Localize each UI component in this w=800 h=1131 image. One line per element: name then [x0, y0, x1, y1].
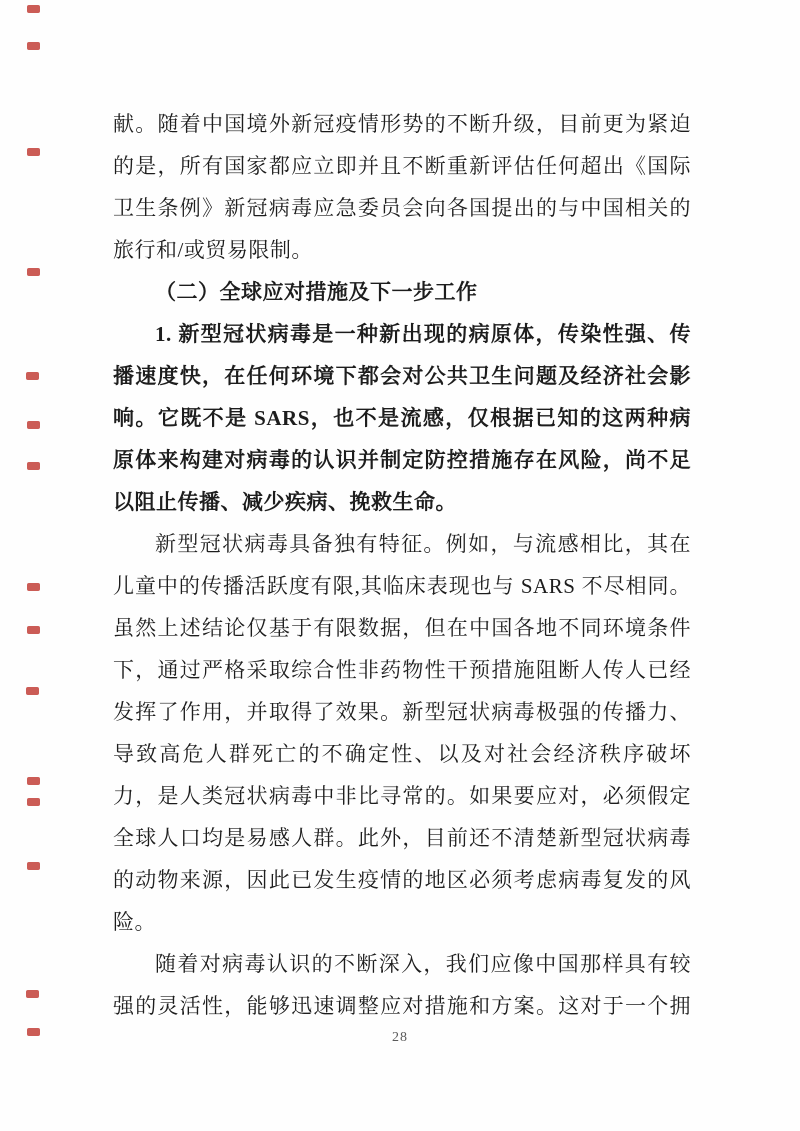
paragraph — [113, 943, 691, 1027]
text-line: （二）全球应对措施及下一步工作 — [155, 280, 478, 304]
text-line: 导致高危人群死亡的不确定性、以及对社会经济秩序破坏 — [113, 742, 691, 766]
section-heading — [113, 271, 691, 313]
scan-mark-icon — [27, 777, 40, 785]
text-line: 原体来构建对病毒的认识并制定防控措施存在风险，尚不足 — [113, 448, 691, 472]
scan-mark-icon — [27, 462, 40, 470]
text-line: 险。 — [113, 910, 156, 934]
page-number: 28 — [392, 1030, 408, 1045]
scan-mark-icon — [27, 5, 40, 13]
scan-mark-icon — [27, 798, 40, 806]
text-line: 1. 新型冠状病毒是一种新出现的病原体，传染性强、传 — [155, 322, 691, 346]
text-line: 以阻止传播、减少疾病、挽救生命。 — [113, 490, 457, 514]
paragraph — [113, 523, 691, 943]
text-line: 卫生条例》新冠病毒应急委员会向各国提出的与中国相关的 — [113, 196, 691, 220]
text-line: 力，是人类冠状病毒中非比寻常的。如果要应对，必须假定 — [113, 784, 691, 808]
text-line: 献。随着中国境外新冠疫情形势的不断升级，目前更为紧迫 — [113, 112, 691, 136]
text-line: 随着对病毒认识的不断深入，我们应像中国那样具有较 — [155, 952, 691, 976]
text-line: 播速度快，在任何环境下都会对公共卫生问题及经济社会影 — [113, 364, 691, 388]
text-line: 的动物来源，因此已发生疫情的地区必须考虑病毒复发的风 — [113, 868, 691, 892]
text-line: 旅行和/或贸易限制。 — [113, 238, 313, 262]
text-line: 响。它既不是 SARS，也不是流感，仅根据已知的这两种病 — [113, 406, 691, 430]
scan-mark-icon — [27, 148, 40, 156]
scan-mark-icon — [27, 862, 40, 870]
scan-mark-icon — [26, 372, 39, 380]
text-line: 儿童中的传播活跃度有限,其临床表现也与 SARS 不尽相同。 — [113, 574, 691, 598]
text-line: 强的灵活性，能够迅速调整应对措施和方案。这对于一个拥 — [113, 994, 691, 1018]
paragraph — [113, 313, 691, 523]
text-line: 下，通过严格采取综合性非药物性干预措施阻断人传人已经 — [113, 658, 691, 682]
scan-mark-icon — [26, 990, 39, 998]
scan-mark-icon — [27, 42, 40, 50]
text-line: 的是，所有国家都应立即并且不断重新评估任何超出《国际 — [113, 154, 691, 178]
scan-mark-icon — [27, 583, 40, 591]
text-line: 发挥了作用，并取得了效果。新型冠状病毒极强的传播力、 — [113, 700, 691, 724]
text-line: 全球人口均是易感人群。此外，目前还不清楚新型冠状病毒 — [113, 826, 691, 850]
page-body — [113, 103, 691, 1027]
scan-mark-icon — [26, 687, 39, 695]
text-line: 虽然上述结论仅基于有限数据，但在中国各地不同环境条件 — [113, 616, 691, 640]
scan-mark-icon — [27, 626, 40, 634]
scan-mark-icon — [27, 268, 40, 276]
paragraph — [113, 103, 691, 271]
scan-mark-icon — [27, 421, 40, 429]
text-line: 新型冠状病毒具备独有特征。例如，与流感相比，其在 — [155, 532, 691, 556]
